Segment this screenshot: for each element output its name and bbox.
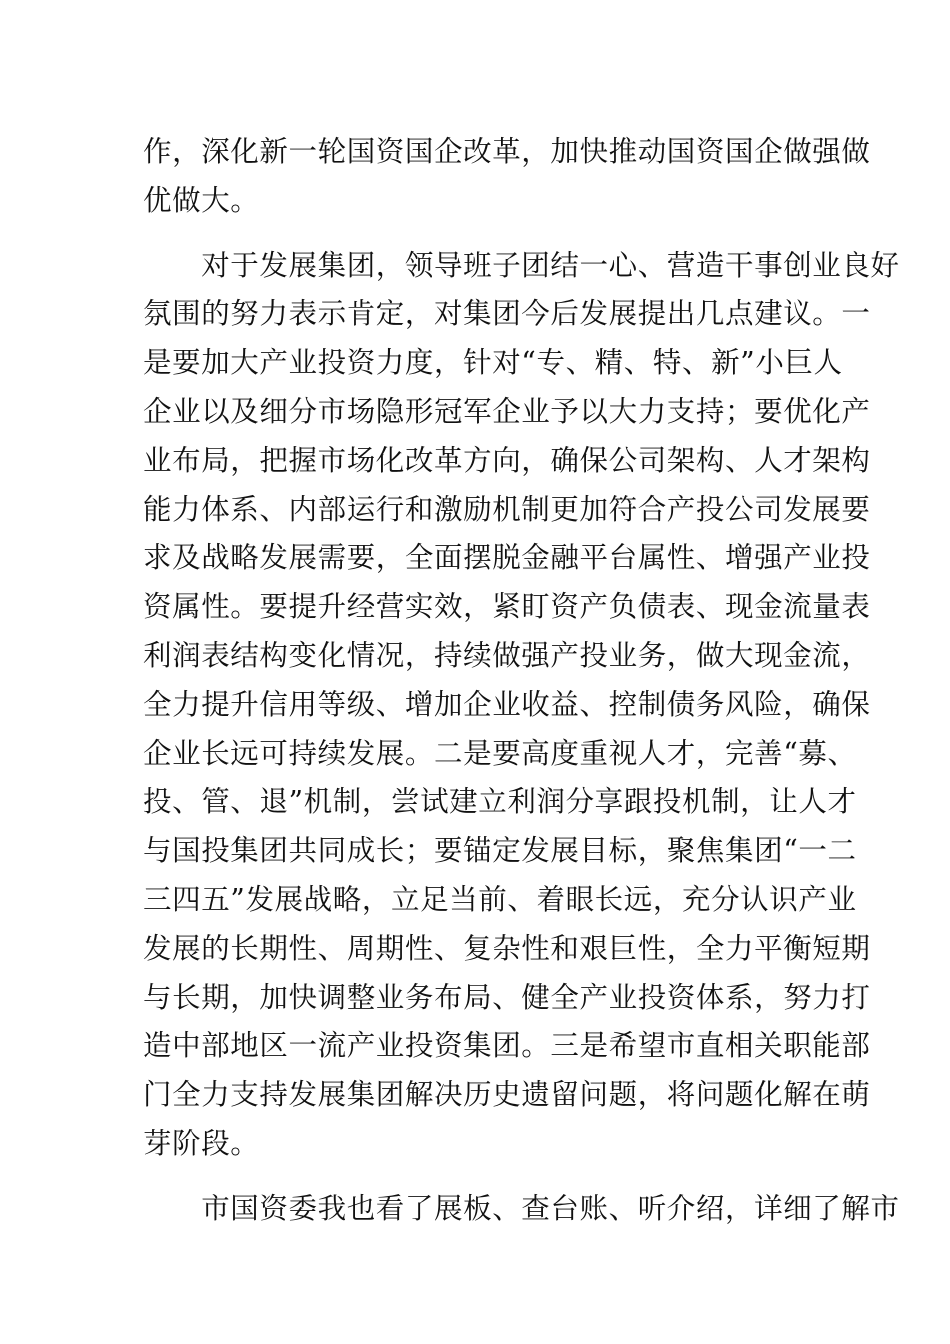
text-line: 市国资委我也看了展板、查台账、听介绍，详细了解市	[143, 1191, 900, 1225]
document-body	[143, 128, 900, 1234]
text-line: 利润表结构变化情况，持续做强产投业务，做大现金流，	[143, 638, 871, 672]
text-line: 资属性。要提升经营实效，紧盯资产负债表、现金流量表	[143, 590, 871, 624]
paragraph-spacing	[143, 1169, 808, 1185]
paragraph-1	[143, 128, 871, 226]
text-line: 业布局，把握市场化改革方向，确保公司架构、人才架构	[143, 443, 871, 477]
text-line: 氛围的努力表示肯定，对集团今后发展提出几点建议。一	[143, 297, 871, 331]
text-line: 求及战略发展需要，全面摆脱金融平台属性、增强产业投	[143, 541, 871, 575]
text-line: 发展的长期性、周期性、复杂性和艰巨性，全力平衡短期	[143, 931, 871, 965]
text-line: 优做大。	[143, 183, 260, 217]
text-line: 投、管、退”机制，尝试建立利润分享跟投机制，让人才	[143, 785, 857, 819]
text-line: 是要加大产业投资力度，针对“专、精、特、新”小巨人	[143, 346, 843, 380]
text-line: 三四五”发展战略，立足当前、着眼长远，充分认识产业	[143, 882, 857, 916]
paragraph-3	[143, 1185, 900, 1234]
text-line: 作，深化新一轮国资国企改革，加快推动国资国企做强做	[143, 135, 871, 168]
text-line: 造中部地区一流产业投资集团。三是希望市直相关职能部	[143, 1029, 871, 1063]
text-line: 芽阶段。	[143, 1126, 260, 1160]
text-line: 与长期，加快调整业务布局、健全产业投资体系，努力打	[143, 980, 871, 1014]
text-line: 与国投集团共同成长；要锚定发展目标，聚焦集团“一二	[143, 834, 857, 868]
text-line: 对于发展集团，领导班子团结一心、营造干事创业良好	[143, 248, 900, 282]
paragraph-2	[143, 242, 900, 1169]
text-line: 全力提升信用等级、增加企业收益、控制债务风险，确保	[143, 687, 871, 721]
paragraph-spacing	[143, 226, 808, 242]
text-line: 能力体系、内部运行和激励机制更加符合产投公司发展要	[143, 492, 871, 526]
text-line: 企业以及细分市场隐形冠军企业予以大力支持；要优化产	[143, 394, 871, 428]
text-line: 企业长远可持续发展。二是要高度重视人才，完善“募、	[143, 736, 857, 770]
text-line: 门全力支持发展集团解决历史遗留问题，将问题化解在萌	[143, 1078, 871, 1112]
